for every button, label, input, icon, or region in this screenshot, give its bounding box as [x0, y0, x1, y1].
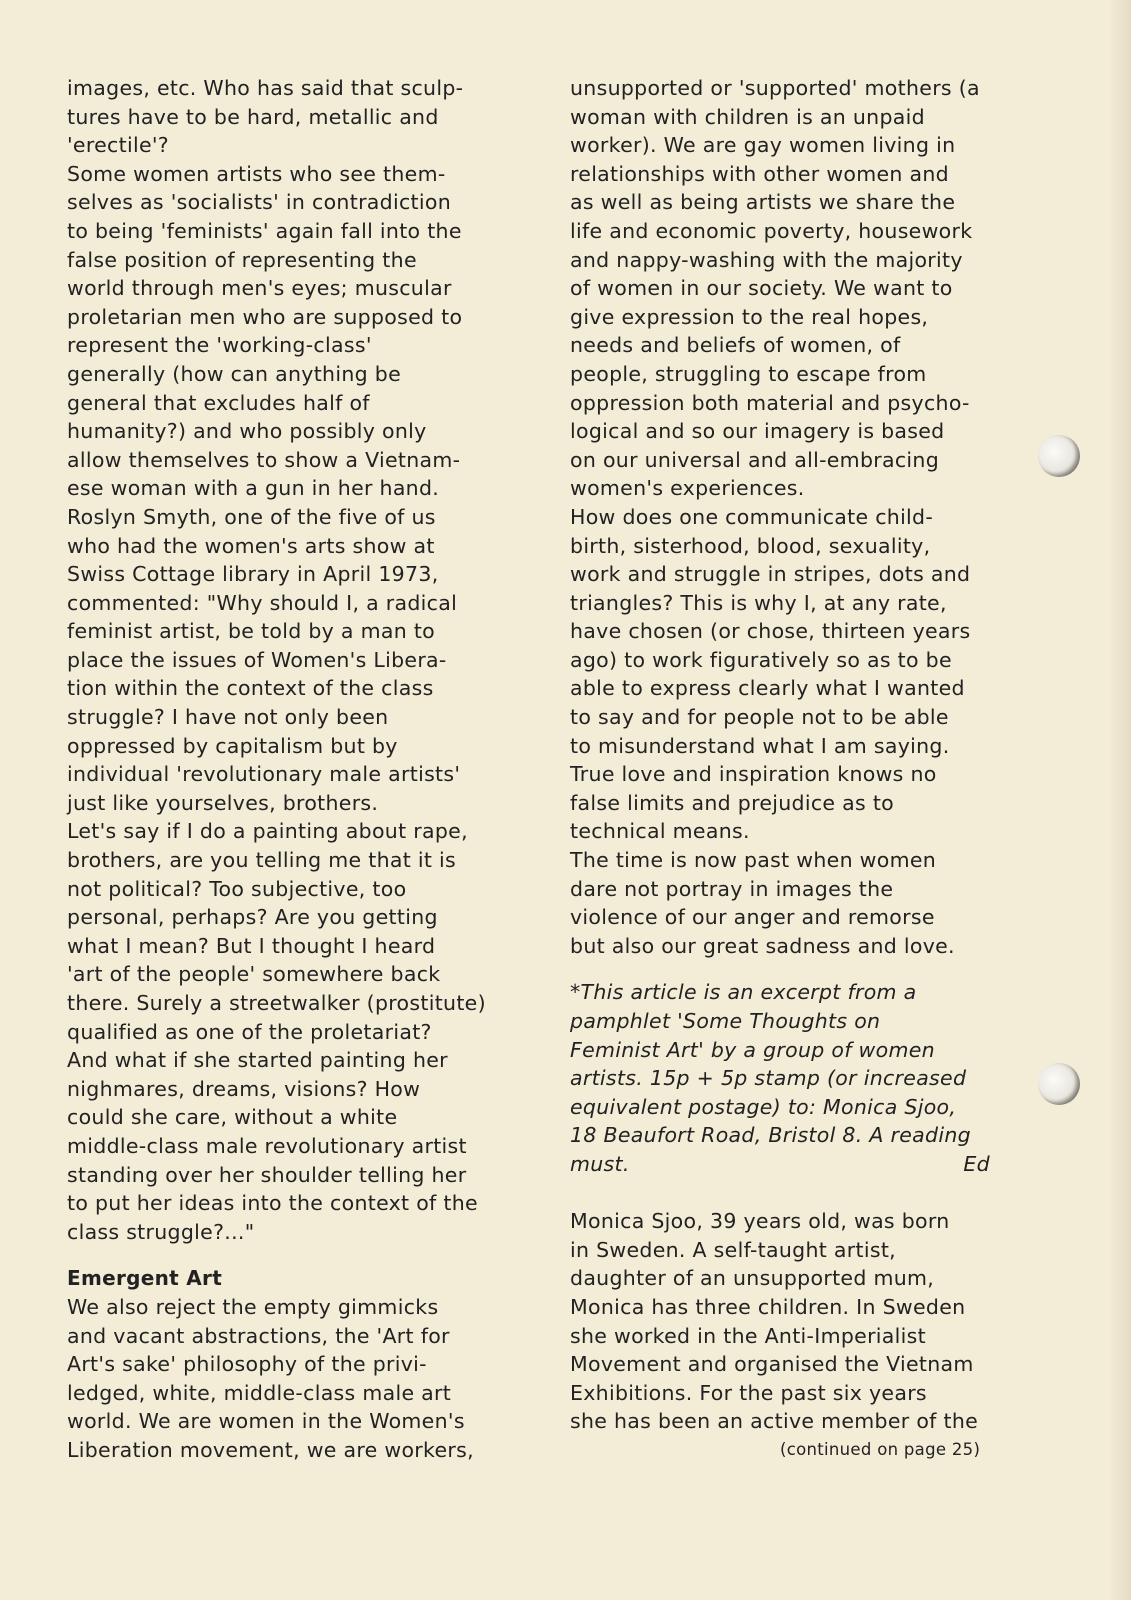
right-paragraphs [570, 74, 1040, 960]
text-line: Swiss Cottage library in April 1973, [67, 562, 439, 587]
editor-signature: Ed [963, 1151, 990, 1176]
text-line: women's experiences. [570, 476, 805, 501]
text-line: daughter of an unsupported mum, [570, 1266, 935, 1291]
text-line: represent the 'working-class' [67, 333, 372, 358]
text-line: logical and so our imagery is based [570, 419, 945, 444]
text-line: in Sweden. A self-taught artist, [570, 1237, 896, 1262]
text-line: false position of representing the [67, 247, 417, 272]
text-line: she has been an active member of the [570, 1409, 979, 1434]
text-line: True love and inspiration knows no [570, 762, 937, 787]
text-line: general that excludes half of [67, 390, 370, 415]
text-line: Monica Sjoo, 39 years old, was born [570, 1209, 950, 1234]
text-line: to misunderstand what I am saying. [570, 733, 950, 758]
text-line: worker). We are gay women living in [570, 133, 956, 158]
text-line: needs and beliefs of women, of [570, 333, 901, 358]
text-line: unsupported or 'supported' mothers (a [570, 76, 980, 100]
text-line: Liberation movement, we are workers, [67, 1437, 474, 1462]
text-line: 18 Beaufort Road, Bristol 8. A reading [570, 1123, 971, 1148]
text-line: 'art of the people' somewhere back [67, 962, 441, 987]
text-line: able to express clearly what I wanted [570, 676, 965, 701]
text-line: artists. 15p + 5p stamp (or increased [570, 1066, 967, 1091]
author-bio [570, 1207, 1040, 1436]
text-line: on our universal and all-embracing [570, 447, 940, 472]
text-line: could she care, without a white [67, 1105, 398, 1130]
text-line: Art's sake' philosophy of the privi- [67, 1352, 427, 1377]
text-line: place the issues of Women's Libera- [67, 647, 447, 672]
text-line: dare not portray in images the [570, 876, 894, 901]
text-line: not political? Too subjective, too [67, 876, 407, 901]
text-line: proletarian men who are supposed to [67, 304, 463, 329]
text-line: commented: "Why should I, a radical [67, 590, 458, 615]
text-line: Movement and organised the Vietnam [570, 1352, 974, 1377]
text-line: world. We are women in the Women's [67, 1409, 465, 1434]
text-line: equivalent postage) to: Monica Sjoo, [570, 1094, 957, 1119]
text-line: work and struggle in stripes, dots and [570, 562, 971, 587]
footnote-lines [570, 978, 1040, 1150]
text-line: oppression both material and psycho- [570, 390, 970, 415]
text-line: middle-class male revolutionary artist [67, 1133, 467, 1158]
text-line: feminist artist, be told by a man to [67, 619, 435, 644]
text-line: life and economic poverty, housework [570, 218, 973, 243]
text-line: selves as 'socialists' in contradiction [67, 190, 452, 215]
text-line: Roslyn Smyth, one of the five of us [67, 504, 436, 529]
text-line: birth, sisterhood, blood, sexuality, [570, 533, 931, 558]
text-line: nighmares, dreams, visions? How [67, 1076, 421, 1101]
left-paragraphs [67, 74, 547, 1246]
text-line: relationships with other women and [570, 161, 949, 186]
text-line: oppressed by capitalism but by [67, 733, 398, 758]
text-line: struggle? I have not only been [67, 705, 389, 730]
left-column [67, 74, 547, 1465]
text-line: ledged, white, middle-class male art [67, 1380, 452, 1405]
text-line: to say and for people not to be able [570, 705, 949, 730]
text-line: she worked in the Anti-Imperialist [570, 1323, 926, 1348]
text-line: Feminist Art' by a group of women [570, 1037, 935, 1062]
text-line: allow themselves to show a Vietnam- [67, 447, 461, 472]
text-line: of women in our society. We want to [570, 276, 953, 301]
text-line: there. Surely a streetwalker (prostitute) [67, 991, 486, 1015]
text-line: to put her ideas into the context of the [67, 1191, 478, 1216]
text-line: Let's say if I do a painting about rape, [67, 819, 468, 844]
text-line: tures have to be hard, metallic and [67, 104, 439, 129]
text-line: to being 'feminists' again fall into the [67, 218, 462, 243]
text-line: And what if she started painting her [67, 1048, 448, 1073]
text-line: woman with children is an unpaid [570, 104, 925, 129]
binder-hole-icon [1038, 435, 1080, 477]
page-edge-shadow [1109, 0, 1131, 1600]
left-paragraphs-2 [67, 1293, 547, 1465]
binder-hole-icon [1038, 1063, 1080, 1105]
text-line: Exhibitions. For the past six years [570, 1380, 927, 1405]
footnote-last-line [570, 1150, 1040, 1179]
right-column [570, 74, 1040, 1462]
editor-footnote [570, 978, 1040, 1178]
text-line: tion within the context of the class [67, 676, 434, 701]
text-line: ese woman with a gun in her hand. [67, 476, 440, 501]
text-line: *This article is an excerpt from a [570, 980, 917, 1005]
text-line: triangles? This is why I, at any rate, [570, 590, 947, 615]
text-line: images, etc. Who has said that sculp- [67, 76, 464, 100]
text-line: people, struggling to escape from [570, 361, 927, 386]
text-line: and vacant abstractions, the 'Art for [67, 1323, 450, 1348]
text-line: just like yourselves, brothers. [67, 790, 379, 815]
text-line: world through men's eyes; muscular [67, 276, 452, 301]
text-line: false limits and prejudice as to [570, 790, 894, 815]
text-line: How does one communicate child- [570, 504, 934, 529]
text-line: The time is now past when women [570, 848, 937, 873]
text-line: give expression to the real hopes, [570, 304, 929, 329]
text-line: what I mean? But I thought I heard [67, 933, 436, 958]
continued-note: (continued on page 25) [780, 1439, 981, 1459]
text-line: violence of our anger and remorse [570, 905, 935, 930]
text-line: brothers, are you telling me that it is [67, 848, 456, 873]
text-line: and nappy-washing with the majority [570, 247, 963, 272]
text-line: have chosen (or chose, thirteen years [570, 619, 971, 644]
footnote-last-word: must. [570, 1151, 630, 1176]
text-line: as well as being artists we share the [570, 190, 956, 215]
text-line: pamphlet 'Some Thoughts on [570, 1009, 881, 1033]
text-line: 'erectile'? [67, 133, 169, 158]
text-line: but also our great sadness and love. [570, 933, 955, 958]
text-line: generally (how can anything be [67, 361, 401, 386]
text-line: Some women artists who see them- [67, 161, 446, 186]
text-line: humanity?) and who possibly only [67, 419, 427, 444]
section-heading: Emergent Art [67, 1266, 223, 1291]
text-line: individual 'revolutionary male artists' [67, 762, 461, 787]
text-line: We also reject the empty gimmicks [67, 1294, 439, 1319]
text-line: technical means. [570, 819, 750, 844]
text-line: class struggle?..." [67, 1219, 255, 1244]
text-line: standing over her shoulder telling her [67, 1162, 467, 1187]
text-line: personal, perhaps? Are you getting [67, 905, 438, 930]
text-line: qualified as one of the proletariat? [67, 1019, 432, 1044]
text-line: Monica has three children. In Sweden [570, 1294, 966, 1319]
text-line: who had the women's arts show at [67, 533, 435, 558]
text-line: ago) to work figuratively so as to be [570, 647, 952, 672]
